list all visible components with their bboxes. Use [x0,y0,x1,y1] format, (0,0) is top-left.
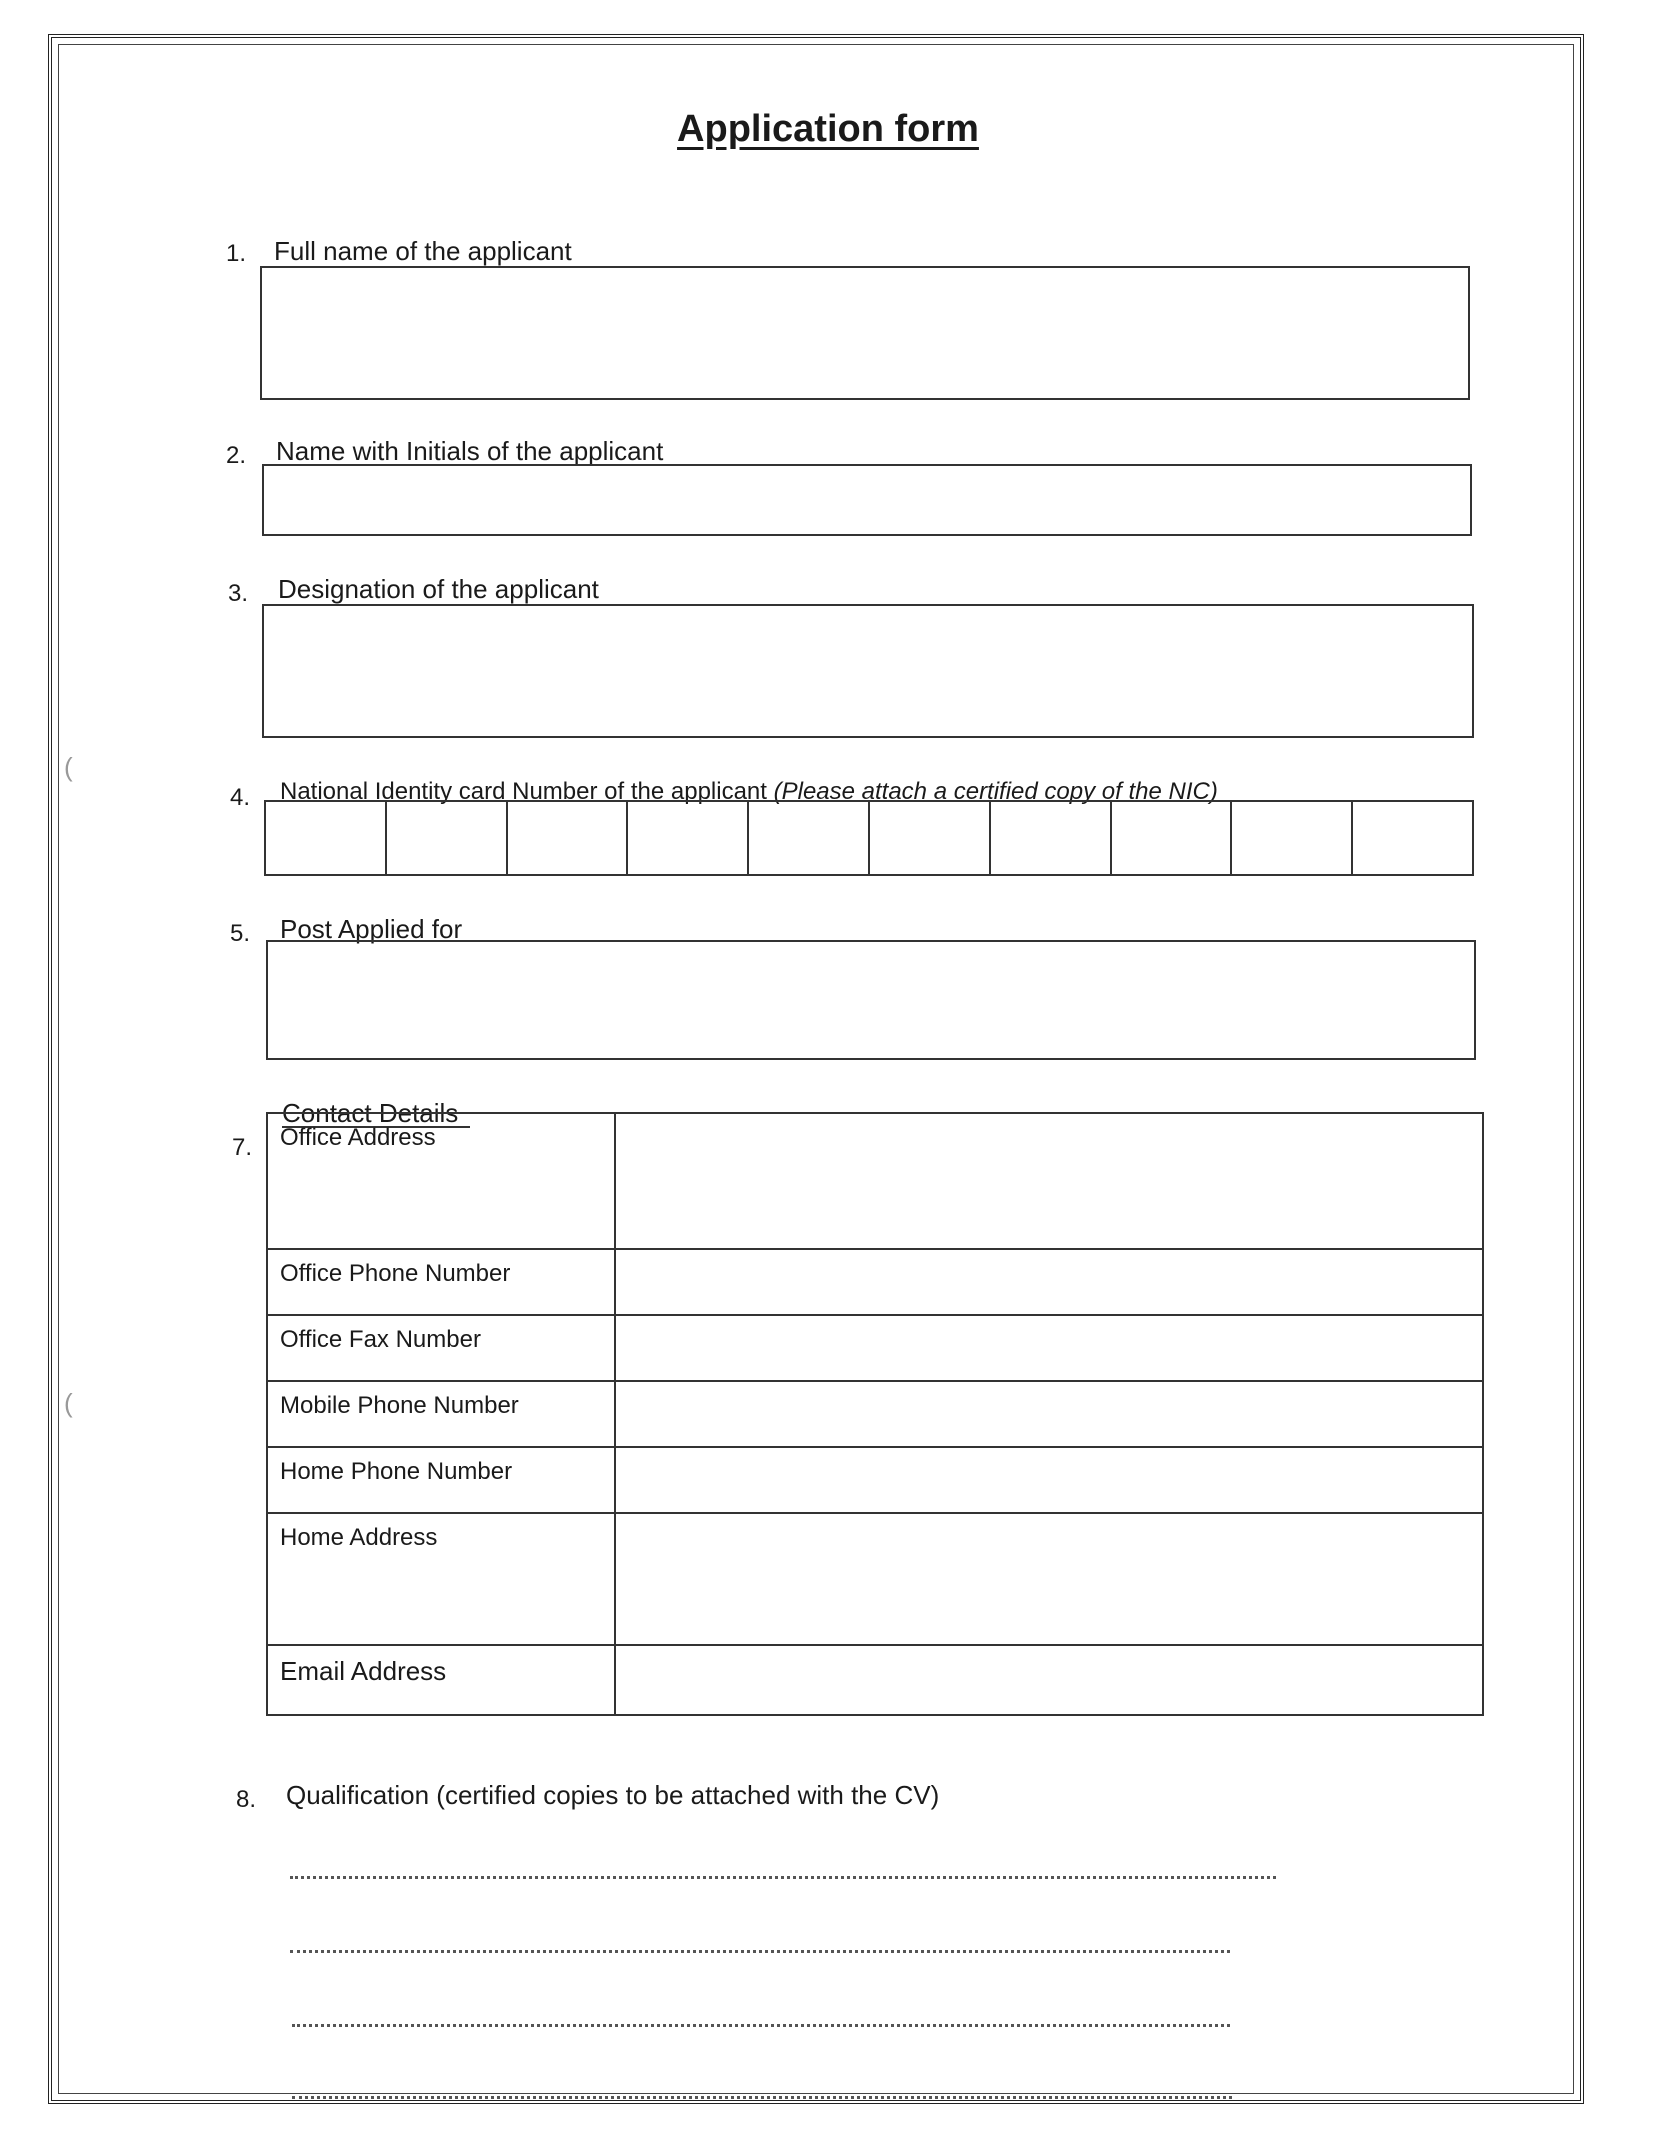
nic-digit-cell[interactable] [991,802,1112,874]
home-phone-label: Home Phone Number [267,1447,615,1513]
nic-digit-cell[interactable] [266,802,387,874]
contact-details-heading: Contact Details [282,1098,459,1128]
nic-digit-cell[interactable] [1112,802,1233,874]
nic-digit-cell[interactable] [387,802,508,874]
email-address-label: Email Address [267,1645,615,1715]
office-phone-label: Office Phone Number [267,1249,615,1315]
q5-number: 5. [230,920,251,947]
qualification-line[interactable] [290,1876,1276,1879]
q3-number: 3. [228,580,249,607]
nic-digit-cell[interactable] [870,802,991,874]
table-row [267,1513,1483,1645]
mobile-phone-label: Mobile Phone Number [267,1381,615,1447]
home-address-field[interactable] [615,1513,1483,1645]
contact-details-table [266,1112,1484,1716]
table-row [267,1249,1483,1315]
full-name-field[interactable] [260,266,1470,400]
table-row [267,1645,1483,1715]
q2-label: Name with Initials of the applicant [276,436,664,466]
q4-number: 4. [230,784,251,811]
table-row [267,1113,1483,1249]
table-row [267,1381,1483,1447]
post-applied-field[interactable] [266,940,1476,1060]
nic-digit-cell[interactable] [1232,802,1353,874]
qualification-line[interactable] [290,1950,1230,1953]
home-phone-field[interactable] [615,1447,1483,1513]
qualification-line[interactable] [292,2096,1232,2099]
table-row [267,1315,1483,1381]
q4-label-text: National Identity card Number of the applicant [280,778,767,805]
margin-mark: ( [64,1388,73,1418]
office-fax-field[interactable] [615,1315,1483,1381]
office-address-label: Office Address [267,1113,615,1249]
nic-number-grid [264,800,1474,876]
q1-number: 1. [226,240,247,267]
margin-mark: ( [64,752,73,782]
qualification-line[interactable] [292,2024,1230,2027]
name-with-initials-field[interactable] [262,464,1472,536]
q8-label: Qualification (certified copies to be attached with the CV) [286,1780,940,1810]
q8-number: 8. [236,1786,257,1813]
q2-number: 2. [226,442,247,469]
q4-note: (Please attach a certified copy of the NIC) [773,778,1218,805]
form-title: Application form [677,108,979,150]
q1-label: Full name of the applicant [274,236,572,266]
q7-number: 7. [232,1134,253,1161]
designation-field[interactable] [262,604,1474,738]
office-address-field[interactable] [615,1113,1483,1249]
email-address-field[interactable] [615,1645,1483,1715]
nic-digit-cell[interactable] [628,802,749,874]
q5-label: Post Applied for [280,914,463,944]
nic-digit-cell[interactable] [749,802,870,874]
mobile-phone-field[interactable] [615,1381,1483,1447]
office-phone-field[interactable] [615,1249,1483,1315]
nic-digit-cell[interactable] [508,802,629,874]
q3-label: Designation of the applicant [278,574,599,604]
home-address-label: Home Address [267,1513,615,1645]
table-row [267,1447,1483,1513]
office-fax-label: Office Fax Number [267,1315,615,1381]
nic-digit-cell[interactable] [1353,802,1472,874]
